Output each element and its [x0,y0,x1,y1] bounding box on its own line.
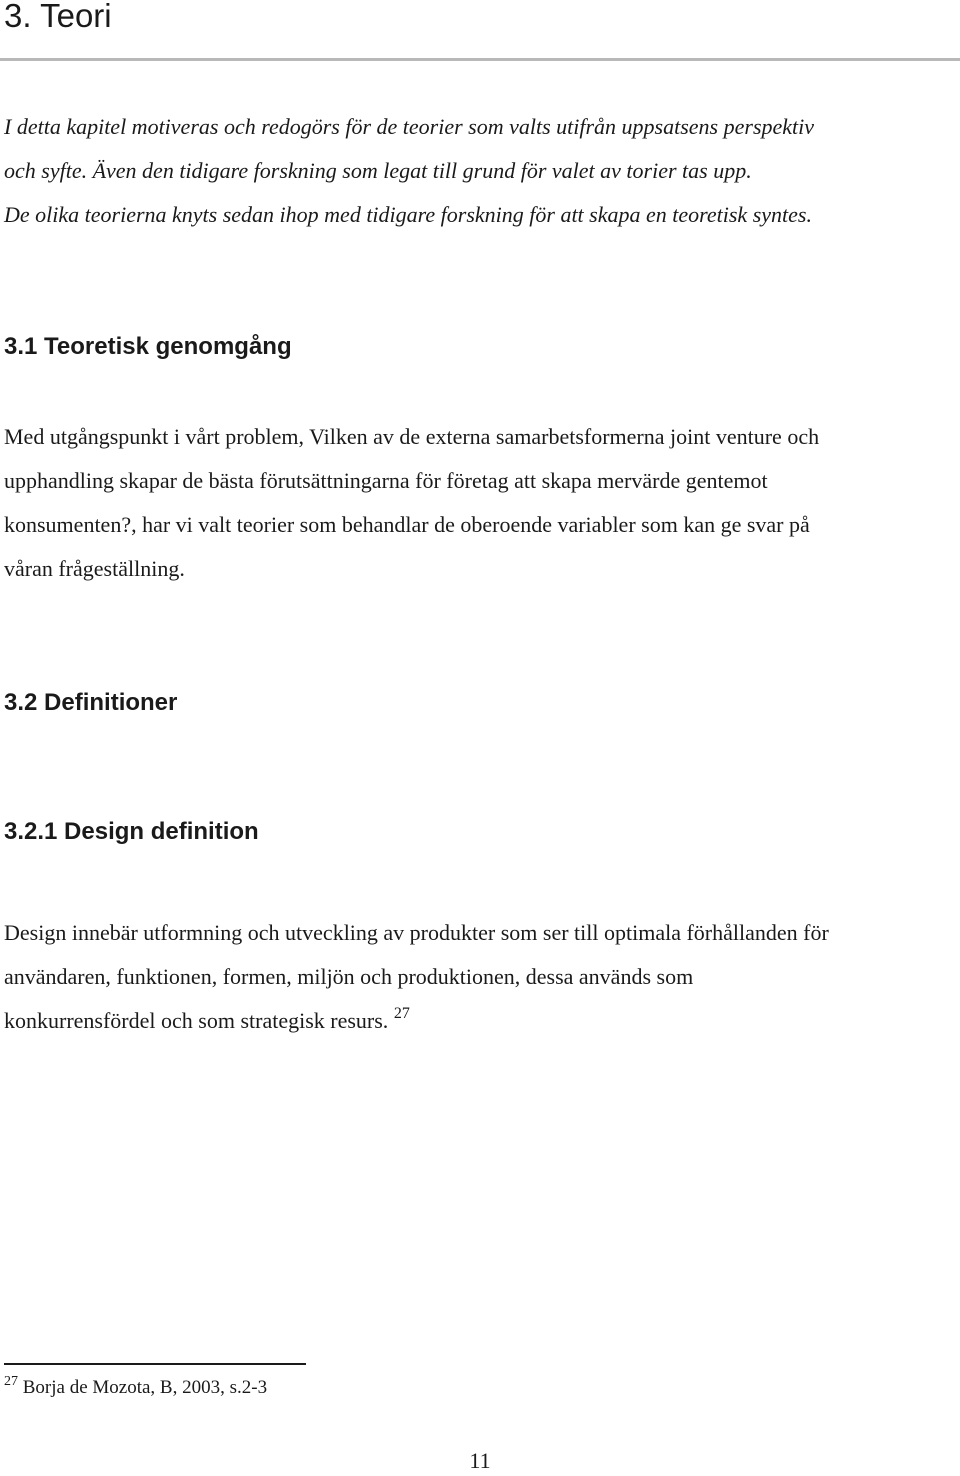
body-line: Design innebär utformning och utveckling av produkter som ser till optimala förhållanden för [4,920,829,945]
section-heading-3-2: 3.2 Definitioner [4,689,178,716]
section-heading-3-1: 3.1 Teoretisk genomgång [4,333,292,360]
section-heading-3-2-1: 3.2.1 Design definition [4,818,259,845]
intro-paragraph [4,105,956,237]
section-3-2-1-paragraph [4,911,956,1043]
body-line: våran frågeställning. [4,556,185,581]
body-line-text: konkurrensfördel och som strategisk resurs. [4,1008,389,1033]
body-line [4,999,956,1043]
footnote-text: Borja de Mozota, B, 2003, s.2-3 [22,1377,268,1398]
footnote-number: 27 [4,1374,18,1389]
chapter-title: 3. Teori [4,0,112,34]
title-underline [0,58,960,61]
footnote-reference: 27 [393,1005,410,1022]
section-3-1-paragraph [4,415,956,591]
page-number: 11 [469,1448,491,1473]
intro-line: De olika teorierna knyts sedan ihop med tidigare forskning för att skapa en teoretisk syntes. [4,202,812,227]
intro-line: och syfte. Även den tidigare forskning som legat till grund för valet av torier tas upp. [4,158,752,183]
body-line: upphandling skapar de bästa förutsättningarna för företag att skapa mervärde gentemot [4,468,768,493]
body-line: Med utgångspunkt i vårt problem, Vilken av de externa samarbetsformerna joint venture och [4,424,820,449]
footnote-separator [4,1363,306,1365]
intro-line: I detta kapitel motiveras och redogörs för de teorier som valts utifrån uppsatsens perspektiv [4,114,815,139]
footnote [4,1374,267,1402]
body-line: konsumenten?, har vi valt teorier som behandlar de oberoende variabler som kan ge svar på [4,512,810,537]
body-line: användaren, funktionen, formen, miljön och produktionen, dessa används som [4,964,694,989]
